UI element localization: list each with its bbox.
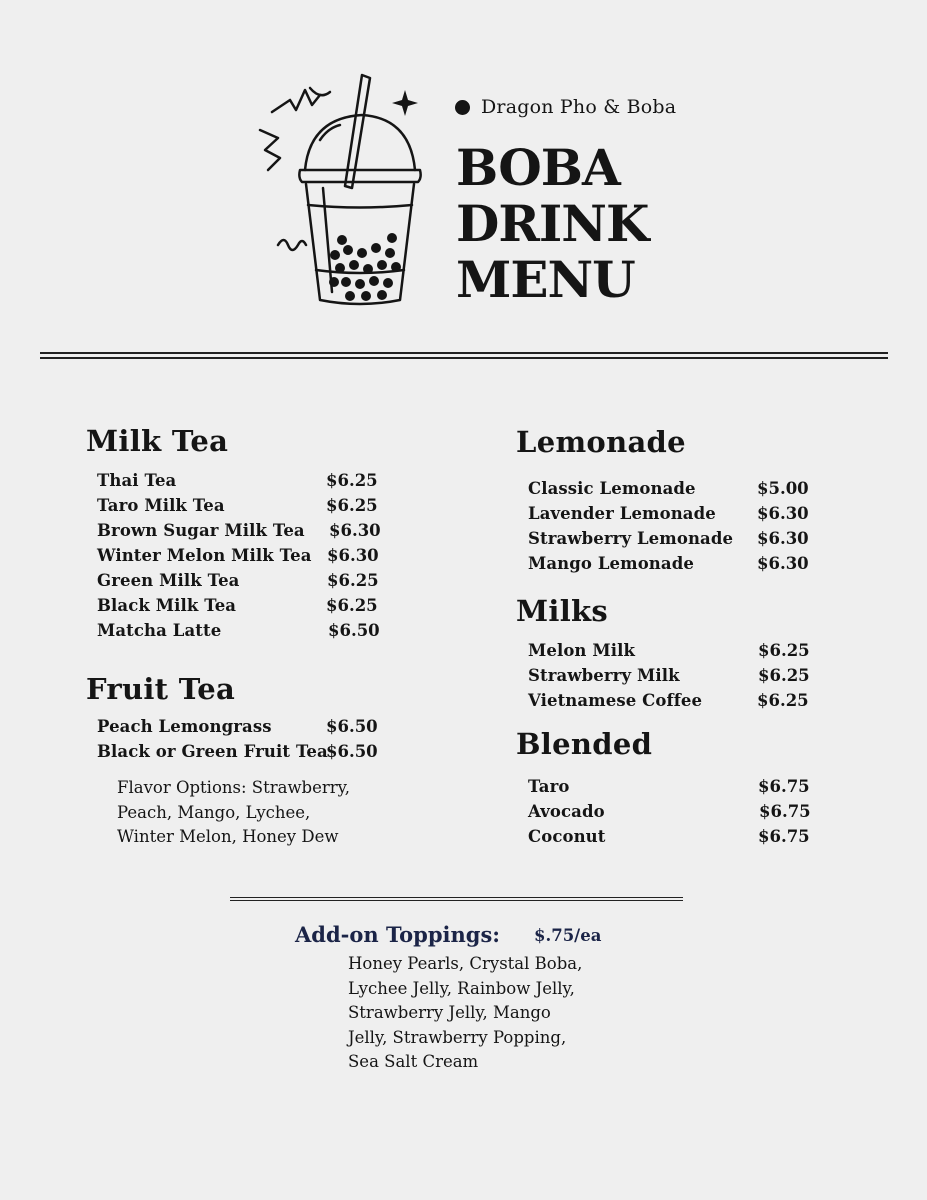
boba-cup-icon (250, 70, 430, 315)
bullet-dot-icon (455, 100, 470, 115)
addons-line: Sea Salt Cream (348, 1052, 479, 1071)
flavor-options-line: Flavor Options: Strawberry, (117, 778, 351, 797)
addons-price: $.75/ea (534, 926, 602, 945)
addons-line: Lychee Jelly, Rainbow Jelly, (348, 978, 575, 998)
menu-item-name: Vietnamese Coffee (528, 691, 703, 710)
flavor-options (117, 776, 377, 850)
menu-item-price: $6.25 (327, 571, 379, 590)
menu-item-name: Strawberry Lemonade (528, 529, 734, 548)
menu-item-name: Classic Lemonade (528, 479, 696, 498)
menu-title-line: BOBA (456, 138, 620, 197)
addons-title: Add-on Toppings: (295, 922, 501, 947)
menu-item-name: Matcha Latte (97, 621, 222, 640)
section-title-milks: Milks (516, 594, 609, 628)
menu-item-name: Green Milk Tea (97, 571, 240, 590)
menu-item-name: Brown Sugar Milk Tea (97, 521, 305, 540)
addons-line: Honey Pearls, Crystal Boba, (348, 954, 583, 973)
menu-item-price: $6.25 (326, 496, 378, 515)
menu-item-price: $6.30 (757, 529, 809, 548)
menu-title (456, 140, 648, 308)
menu-item-name: Coconut (528, 827, 606, 846)
menu-item-price: $6.75 (758, 777, 810, 796)
menu-item-price: $6.75 (758, 827, 810, 846)
section-title-blended: Blended (516, 727, 653, 761)
menu-item-price: $6.30 (329, 521, 381, 540)
brand-line (455, 96, 676, 118)
menu-item-price: $6.75 (759, 802, 811, 821)
menu-item-name: Taro (528, 777, 570, 796)
menu-item-price: $6.50 (326, 717, 378, 736)
addons-line: Jelly, Strawberry Popping, (348, 1027, 567, 1047)
menu-item-price: $6.25 (326, 596, 378, 615)
menu-item-price: $6.25 (758, 666, 810, 685)
flavor-options-line: Winter Melon, Honey Dew (117, 827, 339, 846)
addons-list (348, 952, 582, 1075)
menu-item-price: $6.50 (328, 621, 380, 640)
menu-item-name: Melon Milk (528, 641, 636, 660)
restaurant-name: Dragon Pho & Boba (481, 96, 677, 118)
menu-item-name: Lavender Lemonade (528, 504, 716, 523)
header-divider (40, 352, 888, 359)
menu-item-price: $5.00 (757, 479, 809, 498)
menu-item-name: Avocado (528, 802, 605, 821)
menu-item-name: Winter Melon Milk Tea (97, 546, 312, 565)
addons-line: Strawberry Jelly, Mango (348, 1003, 551, 1022)
menu-item-name: Peach Lemongrass (97, 717, 272, 736)
menu-item-price: $6.25 (758, 641, 810, 660)
menu-title-line: DRINK (456, 194, 649, 253)
addons-divider (230, 897, 683, 901)
flavor-options-line: Peach, Mango, Lychee, (117, 802, 311, 822)
menu-item-name: Black or Green Fruit Tea (97, 742, 328, 761)
menu-item-price: $6.25 (757, 691, 809, 710)
menu-item-name: Thai Tea (97, 471, 177, 490)
menu-item-name: Taro Milk Tea (97, 496, 225, 515)
menu-item-name: Mango Lemonade (528, 554, 694, 573)
menu-item-name: Strawberry Milk (528, 666, 680, 685)
menu-item-price: $6.30 (757, 554, 809, 573)
section-title-lemonade: Lemonade (516, 425, 686, 459)
section-title-fruit-tea: Fruit Tea (86, 672, 236, 706)
menu-item-price: $6.30 (757, 504, 809, 523)
menu-item-price: $6.25 (326, 471, 378, 490)
menu-item-price: $6.50 (326, 742, 378, 761)
menu-title-line: MENU (456, 250, 635, 309)
menu-item-price: $6.30 (327, 546, 379, 565)
section-title-milk-tea: Milk Tea (86, 424, 229, 458)
menu-item-name: Black Milk Tea (97, 596, 237, 615)
